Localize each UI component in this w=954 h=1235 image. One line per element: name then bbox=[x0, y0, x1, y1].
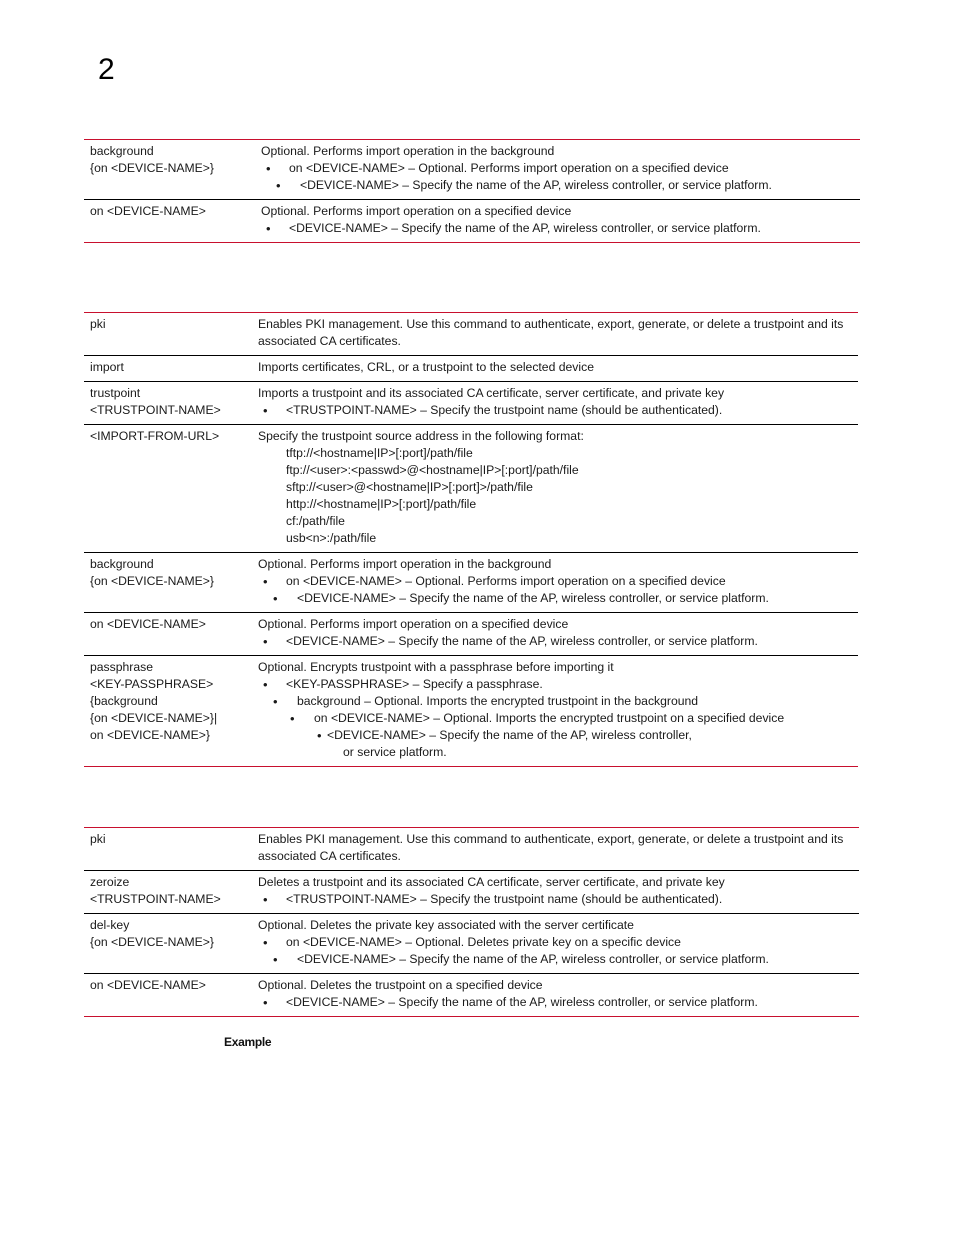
parameter-cell bbox=[84, 140, 261, 200]
bullet-icon: • bbox=[263, 403, 268, 418]
parameter-text: pki bbox=[90, 317, 106, 331]
bullet-item bbox=[258, 676, 852, 693]
parameter-table-2 bbox=[84, 312, 858, 767]
parameter-text: background bbox=[90, 144, 154, 158]
parameter-table-1 bbox=[84, 139, 860, 243]
description-text: Enables PKI management. Use this command to authenticate, export, generate, or delete a trustpoint and its associated CA certificates. bbox=[258, 832, 847, 863]
parameter-cell bbox=[84, 828, 258, 871]
bullet-item bbox=[258, 633, 852, 650]
description-cell bbox=[261, 200, 860, 243]
example-heading: Example bbox=[224, 1035, 272, 1049]
parameter-text: <KEY-PASSPHRASE> bbox=[90, 677, 214, 691]
description-text: Optional. Performs import operation on a specified device bbox=[261, 204, 572, 218]
bullet-item bbox=[258, 951, 853, 968]
bullet-icon: • bbox=[273, 694, 278, 709]
description-cell bbox=[258, 313, 858, 356]
bullet-text: <DEVICE-NAME> – Specify the name of the AP, wireless controller, or service platform. bbox=[289, 221, 761, 235]
parameter-cell bbox=[84, 613, 258, 656]
bullet-text: <DEVICE-NAME> – Specify the name of the AP, wireless controller, or service platform. bbox=[297, 591, 769, 605]
description-text: Optional. Performs import operation in the background bbox=[261, 144, 555, 158]
description-text: Optional. Deletes the trustpoint on a specified device bbox=[258, 978, 543, 992]
parameter-text: {on <DEVICE-NAME>} bbox=[90, 935, 214, 949]
bullet-icon: • bbox=[263, 892, 268, 907]
parameter-cell bbox=[84, 200, 261, 243]
parameter-text: background bbox=[90, 557, 154, 571]
bullet-text: <DEVICE-NAME> – Specify the name of the AP, wireless controller, or service platform. bbox=[286, 995, 758, 1009]
table-row bbox=[84, 828, 859, 871]
parameter-text: <TRUSTPOINT-NAME> bbox=[90, 892, 221, 906]
table-row bbox=[84, 553, 858, 613]
bullet-text: <TRUSTPOINT-NAME> – Specify the trustpoint name (should be authenticated). bbox=[286, 403, 723, 417]
bullet-icon: • bbox=[266, 161, 271, 176]
bullet-icon: • bbox=[273, 591, 278, 606]
bullet-icon: • bbox=[266, 221, 271, 236]
parameter-text: on <DEVICE-NAME> bbox=[90, 617, 206, 631]
parameter-cell bbox=[84, 914, 258, 974]
url-format-text: sftp://<user>@<hostname|IP>[:port]>/path/file bbox=[286, 480, 533, 494]
parameter-cell bbox=[84, 356, 258, 382]
bullet-item bbox=[258, 573, 852, 590]
table-row bbox=[84, 871, 859, 914]
bullet-text: on <DEVICE-NAME> – Optional. Deletes private key on a specific device bbox=[286, 935, 681, 949]
table-row bbox=[84, 613, 858, 656]
table-row bbox=[84, 356, 858, 382]
bullet-item bbox=[258, 934, 853, 951]
bullet-continuation-text: or service platform. bbox=[343, 745, 447, 759]
bullet-item bbox=[258, 994, 853, 1011]
description-cell bbox=[258, 974, 859, 1017]
table-row bbox=[84, 200, 860, 243]
bullet-text: <TRUSTPOINT-NAME> – Specify the trustpoint name (should be authenticated). bbox=[286, 892, 723, 906]
description-text: Optional. Encrypts trustpoint with a passphrase before importing it bbox=[258, 660, 614, 674]
bullet-icon: • bbox=[317, 728, 322, 743]
parameter-text: on <DEVICE-NAME>} bbox=[90, 728, 210, 742]
parameter-text: on <DEVICE-NAME> bbox=[90, 978, 206, 992]
description-cell bbox=[258, 356, 858, 382]
bullet-text: on <DEVICE-NAME> – Optional. Performs import operation on a specified device bbox=[286, 574, 726, 588]
bullet-item bbox=[258, 710, 852, 727]
table-row bbox=[84, 425, 858, 553]
table-row bbox=[84, 974, 859, 1017]
parameter-text: <TRUSTPOINT-NAME> bbox=[90, 403, 221, 417]
description-text: Optional. Performs import operation in the background bbox=[258, 557, 552, 571]
bullet-icon: • bbox=[290, 711, 295, 726]
bullet-text: <KEY-PASSPHRASE> – Specify a passphrase. bbox=[286, 677, 543, 691]
url-format-text: ftp://<user>:<passwd>@<hostname|IP>[:port]/path/file bbox=[286, 463, 579, 477]
table-row bbox=[84, 140, 860, 200]
parameter-cell bbox=[84, 382, 258, 425]
bullet-item bbox=[261, 220, 854, 237]
description-text: Optional. Deletes the private key associated with the server certificate bbox=[258, 918, 634, 932]
description-text: Enables PKI management. Use this command to authenticate, export, generate, or delete a trustpoint and its associated CA certificates. bbox=[258, 317, 847, 348]
parameter-text: on <DEVICE-NAME> bbox=[90, 204, 206, 218]
bullet-text: <DEVICE-NAME> – Specify the name of the AP, wireless controller, or service platform. bbox=[286, 634, 758, 648]
parameter-cell bbox=[84, 871, 258, 914]
bullet-icon: • bbox=[263, 634, 268, 649]
bullet-item bbox=[258, 590, 852, 607]
bullet-icon: • bbox=[263, 995, 268, 1010]
parameter-text: {on <DEVICE-NAME>} bbox=[90, 161, 214, 175]
bullet-item bbox=[258, 727, 852, 744]
table-row bbox=[84, 656, 858, 767]
parameter-text: <IMPORT-FROM-URL> bbox=[90, 429, 220, 443]
description-cell bbox=[258, 553, 858, 613]
bullet-item bbox=[261, 177, 854, 194]
parameter-cell bbox=[84, 425, 258, 553]
parameter-table-3 bbox=[84, 827, 859, 1017]
url-format-text: usb<n>:/path/file bbox=[286, 531, 377, 545]
bullet-item bbox=[258, 693, 852, 710]
bullet-text: <DEVICE-NAME> – Specify the name of the AP, wireless controller, or service platform. bbox=[300, 178, 772, 192]
bullet-icon: • bbox=[263, 574, 268, 589]
parameter-cell bbox=[84, 656, 258, 767]
description-cell bbox=[258, 382, 858, 425]
bullet-text: <DEVICE-NAME> – Specify the name of the AP, wireless controller, bbox=[327, 728, 692, 742]
url-format-text: tftp://<hostname|IP>[:port]/path/file bbox=[286, 446, 473, 460]
parameter-cell bbox=[84, 974, 258, 1017]
bullet-item bbox=[258, 891, 853, 908]
url-format-text: http://<hostname|IP>[:port]/path/file bbox=[286, 497, 477, 511]
description-cell bbox=[258, 656, 858, 767]
description-cell bbox=[261, 140, 860, 200]
description-text: Deletes a trustpoint and its associated CA certificate, server certificate, and private key bbox=[258, 875, 725, 889]
parameter-text: trustpoint bbox=[90, 386, 141, 400]
table-row bbox=[84, 914, 859, 974]
parameter-text: pki bbox=[90, 832, 106, 846]
description-cell bbox=[258, 425, 858, 553]
table-row bbox=[84, 382, 858, 425]
description-cell bbox=[258, 871, 859, 914]
parameter-text: {background bbox=[90, 694, 158, 708]
parameter-text: {on <DEVICE-NAME>}| bbox=[90, 711, 218, 725]
table-row bbox=[84, 313, 858, 356]
bullet-text: <DEVICE-NAME> – Specify the name of the AP, wireless controller, or service platform. bbox=[297, 952, 769, 966]
bullet-icon: • bbox=[276, 178, 281, 193]
description-cell bbox=[258, 828, 859, 871]
description-cell bbox=[258, 613, 858, 656]
bullet-icon: • bbox=[273, 952, 278, 967]
bullet-text: on <DEVICE-NAME> – Optional. Performs import operation on a specified device bbox=[289, 161, 729, 175]
parameter-text: import bbox=[90, 360, 124, 374]
bullet-icon: • bbox=[263, 677, 268, 692]
parameter-cell bbox=[84, 553, 258, 613]
description-text: Specify the trustpoint source address in the following format: bbox=[258, 429, 584, 443]
description-cell bbox=[258, 914, 859, 974]
parameter-cell bbox=[84, 313, 258, 356]
description-text: Optional. Performs import operation on a specified device bbox=[258, 617, 569, 631]
bullet-item bbox=[258, 402, 852, 419]
parameter-text: {on <DEVICE-NAME>} bbox=[90, 574, 214, 588]
chapter-number: 2 bbox=[98, 53, 115, 86]
bullet-text: background – Optional. Imports the encrypted trustpoint in the background bbox=[297, 694, 699, 708]
bullet-icon: • bbox=[263, 935, 268, 950]
url-format-text: cf:/path/file bbox=[286, 514, 345, 528]
parameter-text: passphrase bbox=[90, 660, 154, 674]
description-text: Imports a trustpoint and its associated CA certificate, server certificate, and private key bbox=[258, 386, 725, 400]
parameter-text: zeroize bbox=[90, 875, 130, 889]
bullet-text: on <DEVICE-NAME> – Optional. Imports the encrypted trustpoint on a specified device bbox=[314, 711, 785, 725]
bullet-item bbox=[261, 160, 854, 177]
parameter-text: del-key bbox=[90, 918, 130, 932]
description-text: Imports certificates, CRL, or a trustpoint to the selected device bbox=[258, 360, 594, 374]
